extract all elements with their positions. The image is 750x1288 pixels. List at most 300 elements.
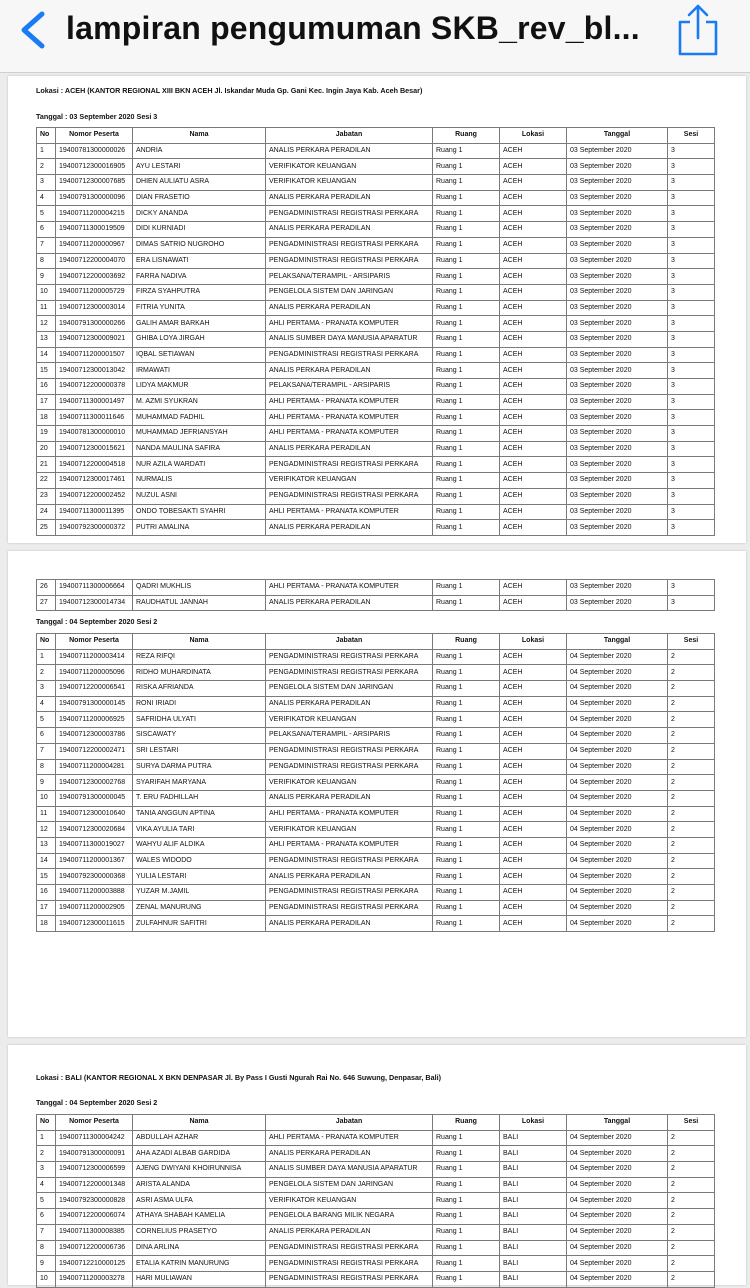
table-cell: ACEH (500, 806, 567, 822)
table-cell: ANALIS PERKARA PERADILAN (266, 595, 433, 611)
table-cell: ACEH (500, 743, 567, 759)
column-header: Nomor Peserta (56, 128, 133, 144)
table-row (37, 853, 715, 869)
table-cell: ACEH (500, 473, 567, 489)
table-cell: ACEH (500, 175, 567, 191)
table-row (37, 316, 715, 332)
table-cell: NURMALIS (133, 473, 266, 489)
table-cell: 3 (668, 520, 715, 536)
table-cell: 04 September 2020 (567, 681, 668, 697)
table-cell: Ruang 1 (433, 759, 500, 775)
table-cell: Ruang 1 (433, 1130, 500, 1146)
table-cell: 19400711200005729 (56, 284, 133, 300)
table-cell: DIAN FRASETIO (133, 190, 266, 206)
table-cell: 2 (668, 775, 715, 791)
table-cell: 14 (37, 347, 56, 363)
table-cell: IRMAWATI (133, 363, 266, 379)
table-cell: GHIBA LOYA JIRGAH (133, 331, 266, 347)
table-cell: ACEH (500, 222, 567, 238)
pdf-page-2[interactable] (8, 551, 746, 1037)
table-cell: TANIA ANGGUN APTINA (133, 806, 266, 822)
table-cell: SAFRIDHA ULYATI (133, 712, 266, 728)
table-row (37, 284, 715, 300)
table-cell: 3 (668, 441, 715, 457)
table-cell: 1 (37, 649, 56, 665)
table-cell: AHLI PERTAMA - PRANATA KOMPUTER (266, 504, 433, 520)
table-cell: Ruang 1 (433, 853, 500, 869)
table-cell: SISCAWATY (133, 728, 266, 744)
table-cell: 2 (668, 1162, 715, 1178)
table-cell: ACEH (500, 316, 567, 332)
table-row (37, 696, 715, 712)
table-cell: 19400712300014734 (56, 595, 133, 611)
table-cell: Ruang 1 (433, 504, 500, 520)
session-heading: Tanggal : 04 September 2020 Sesi 2 (36, 617, 158, 626)
table-cell: 19400712300002768 (56, 775, 133, 791)
pdf-page-1[interactable] (8, 76, 746, 543)
table-cell: 8 (37, 1240, 56, 1256)
table-cell: VERIFIKATOR KEUANGAN (266, 775, 433, 791)
table-cell: 19400711300006664 (56, 580, 133, 596)
table-cell: ACEH (500, 916, 567, 932)
table-cell: 03 September 2020 (567, 379, 668, 395)
table-cell: Ruang 1 (433, 206, 500, 222)
table-cell: PENGELOLA SISTEM DAN JARINGAN (266, 1177, 433, 1193)
table-cell: 3 (668, 457, 715, 473)
table-cell: 19400711200004281 (56, 759, 133, 775)
table-cell: 04 September 2020 (567, 1130, 668, 1146)
table-cell: 19400711300019027 (56, 837, 133, 853)
table-cell: NUR AZILA WARDATI (133, 457, 266, 473)
table-cell: 04 September 2020 (567, 649, 668, 665)
table-cell: MUHAMMAD JEFRIANSYAH (133, 426, 266, 442)
table-cell: 19400791300000266 (56, 316, 133, 332)
table-cell: Ruang 1 (433, 665, 500, 681)
table-cell: Ruang 1 (433, 595, 500, 611)
table-row (37, 379, 715, 395)
table-cell: 3 (37, 1162, 56, 1178)
table-header-row (37, 634, 715, 650)
table-row (37, 1177, 715, 1193)
table-cell: 19400712200002452 (56, 488, 133, 504)
table-cell: 12 (37, 822, 56, 838)
table-cell: 3 (668, 595, 715, 611)
table-cell: 19400712200000378 (56, 379, 133, 395)
table-cell: Ruang 1 (433, 300, 500, 316)
table-cell: 2 (37, 665, 56, 681)
table-cell: Ruang 1 (433, 347, 500, 363)
table-row (37, 1271, 715, 1287)
location-heading: Lokasi : BALI (KANTOR REGIONAL X BKN DENPASAR Jl. By Pass I Gusti Ngurah Rai No. 646 Suwung, Denpasar, Bali) (36, 1073, 441, 1082)
table-cell: QADRI MUKHLIS (133, 580, 266, 596)
column-header: Lokasi (500, 634, 567, 650)
table-cell: 03 September 2020 (567, 159, 668, 175)
table-cell: ACEH (500, 853, 567, 869)
table-cell: PENGADMINISTRASI REGISTRASI PERKARA (266, 457, 433, 473)
table-row (37, 1256, 715, 1272)
table-cell: AHLI PERTAMA - PRANATA KOMPUTER (266, 1130, 433, 1146)
table-cell: Ruang 1 (433, 790, 500, 806)
table-cell: 19400712300003786 (56, 728, 133, 744)
table-cell: 04 September 2020 (567, 696, 668, 712)
chevron-left-icon (14, 8, 54, 52)
table-cell: SYARIFAH MARYANA (133, 775, 266, 791)
table-cell: Ruang 1 (433, 712, 500, 728)
table-cell: ACEH (500, 900, 567, 916)
table-cell: 19400712200002471 (56, 743, 133, 759)
table-cell: 19400712200001348 (56, 1177, 133, 1193)
table-cell: 11 (37, 806, 56, 822)
table-row (37, 520, 715, 536)
table-cell: Ruang 1 (433, 379, 500, 395)
table-cell: 3 (668, 363, 715, 379)
table-cell: PENGADMINISTRASI REGISTRASI PERKARA (266, 649, 433, 665)
table-cell: 04 September 2020 (567, 853, 668, 869)
table-cell: BALI (500, 1224, 567, 1240)
table-cell: Ruang 1 (433, 1146, 500, 1162)
table-cell: ACEH (500, 580, 567, 596)
table-cell: 04 September 2020 (567, 1240, 668, 1256)
table-cell: Ruang 1 (433, 488, 500, 504)
table-cell: ANALIS PERKARA PERADILAN (266, 300, 433, 316)
table-cell: Ruang 1 (433, 222, 500, 238)
table-cell: 04 September 2020 (567, 1177, 668, 1193)
table-cell: Ruang 1 (433, 822, 500, 838)
table-cell: PENGADMINISTRASI REGISTRASI PERKARA (266, 665, 433, 681)
table-cell: 03 September 2020 (567, 441, 668, 457)
table-cell: BALI (500, 1130, 567, 1146)
table-cell: PENGADMINISTRASI REGISTRASI PERKARA (266, 253, 433, 269)
table-cell: GALIH AMAR BARKAH (133, 316, 266, 332)
table-cell: 3 (668, 190, 715, 206)
table-cell: 2 (668, 1209, 715, 1225)
table-cell: 8 (37, 759, 56, 775)
table-cell: 19400712200006736 (56, 1240, 133, 1256)
column-header: Nama (133, 634, 266, 650)
table-row (37, 394, 715, 410)
table-cell: 19400712300015621 (56, 441, 133, 457)
table-cell: ACEH (500, 837, 567, 853)
table-cell: ACEH (500, 363, 567, 379)
table-cell: 2 (668, 1177, 715, 1193)
column-header: Ruang (433, 128, 500, 144)
table-row (37, 504, 715, 520)
table-cell: ACEH (500, 696, 567, 712)
table-cell: DINA ARLINA (133, 1240, 266, 1256)
column-header: Nomor Peserta (56, 634, 133, 650)
table-cell: VERIFIKATOR KEUANGAN (266, 159, 433, 175)
table-cell: 2 (668, 1224, 715, 1240)
table-row (37, 300, 715, 316)
table-cell: 19400712300013042 (56, 363, 133, 379)
table-cell: 2 (668, 869, 715, 885)
table-cell: 03 September 2020 (567, 331, 668, 347)
table-row (37, 190, 715, 206)
back-button[interactable] (14, 8, 54, 52)
table-cell: 15 (37, 869, 56, 885)
table-cell: 3 (668, 410, 715, 426)
document-title: lampiran pengumuman SKB_rev_bl... (66, 10, 640, 46)
table-cell: 2 (668, 759, 715, 775)
table-cell: 3 (668, 394, 715, 410)
table-cell: 3 (668, 347, 715, 363)
table-cell: 3 (668, 316, 715, 332)
table-cell: 2 (668, 649, 715, 665)
table-cell: SRI LESTARI (133, 743, 266, 759)
table-row (37, 900, 715, 916)
table-cell: 7 (37, 237, 56, 253)
table-cell: 2 (668, 916, 715, 932)
table-cell: 03 September 2020 (567, 190, 668, 206)
table-row (37, 222, 715, 238)
table-cell: 2 (668, 1130, 715, 1146)
table-cell: ANALIS PERKARA PERADILAN (266, 869, 433, 885)
share-button[interactable] (672, 2, 724, 58)
table-cell: ACEH (500, 347, 567, 363)
table-cell: 19400781300000010 (56, 426, 133, 442)
table-cell: 2 (668, 712, 715, 728)
table-cell: ARISTA ALANDA (133, 1177, 266, 1193)
table-cell: 3 (668, 206, 715, 222)
table-cell: 03 September 2020 (567, 595, 668, 611)
table-cell: 2 (37, 1146, 56, 1162)
table-cell: 13 (37, 331, 56, 347)
table-cell: 13 (37, 837, 56, 853)
table-header-row (37, 1115, 715, 1131)
table-cell: 19400712300011615 (56, 916, 133, 932)
table-cell: ETALIA KATRIN MANURUNG (133, 1256, 266, 1272)
table-cell: ANALIS PERKARA PERADILAN (266, 222, 433, 238)
table-cell: ACEH (500, 190, 567, 206)
table-cell: Ruang 1 (433, 728, 500, 744)
table-cell: 17 (37, 394, 56, 410)
table-cell: 23 (37, 488, 56, 504)
top-navigation-bar (0, 0, 750, 73)
table-cell: 03 September 2020 (567, 363, 668, 379)
table-cell: 19400711300019509 (56, 222, 133, 238)
table-cell: VERIFIKATOR KEUANGAN (266, 473, 433, 489)
table-cell: 19400712200004518 (56, 457, 133, 473)
table-cell: 3 (668, 237, 715, 253)
column-header: Nama (133, 1115, 266, 1131)
table-cell: 2 (668, 1271, 715, 1287)
participant-table (36, 127, 715, 536)
pdf-page-3[interactable] (8, 1045, 746, 1285)
table-row (37, 743, 715, 759)
table-cell: ANDRIA (133, 143, 266, 159)
table-cell: ACEH (500, 595, 567, 611)
column-header: Tanggal (567, 634, 668, 650)
table-cell: 2 (668, 743, 715, 759)
table-cell: 10 (37, 284, 56, 300)
table-cell: BALI (500, 1162, 567, 1178)
table-cell: 04 September 2020 (567, 900, 668, 916)
table-row (37, 473, 715, 489)
table-cell: Ruang 1 (433, 916, 500, 932)
table-cell: RAUDHATUL JANNAH (133, 595, 266, 611)
table-cell: AHLI PERTAMA - PRANATA KOMPUTER (266, 410, 433, 426)
table-cell: 4 (37, 696, 56, 712)
table-cell: AYU LESTARI (133, 159, 266, 175)
table-cell: 03 September 2020 (567, 206, 668, 222)
table-row (37, 1224, 715, 1240)
table-cell: WALES WIDODO (133, 853, 266, 869)
table-cell: ABDULLAH AZHAR (133, 1130, 266, 1146)
table-cell: 5 (37, 206, 56, 222)
table-cell: 3 (668, 331, 715, 347)
table-cell: 04 September 2020 (567, 728, 668, 744)
table-cell: 14 (37, 853, 56, 869)
table-row (37, 1209, 715, 1225)
table-cell: 03 September 2020 (567, 347, 668, 363)
table-cell: Ruang 1 (433, 1256, 500, 1272)
table-cell: ACEH (500, 885, 567, 901)
table-cell: 19400792300000828 (56, 1193, 133, 1209)
table-cell: 19400781300000026 (56, 143, 133, 159)
table-cell: ANALIS PERKARA PERADILAN (266, 1146, 433, 1162)
table-cell: BALI (500, 1209, 567, 1225)
table-cell: PELAKSANA/TERAMPIL - ARSIPARIS (266, 379, 433, 395)
table-cell: 19400711300004242 (56, 1130, 133, 1146)
table-cell: 19400791300000096 (56, 190, 133, 206)
column-header: No (37, 634, 56, 650)
table-cell: ACEH (500, 488, 567, 504)
table-cell: 1 (37, 1130, 56, 1146)
table-cell: 19400712200006541 (56, 681, 133, 697)
table-cell: 19400712300003014 (56, 300, 133, 316)
table-cell: 04 September 2020 (567, 1209, 668, 1225)
table-cell: 10 (37, 1271, 56, 1287)
table-cell: ACEH (500, 665, 567, 681)
table-cell: 16 (37, 379, 56, 395)
table-cell: ANALIS PERKARA PERADILAN (266, 190, 433, 206)
table-row (37, 1162, 715, 1178)
table-cell: 03 September 2020 (567, 300, 668, 316)
table-cell: Ruang 1 (433, 363, 500, 379)
location-heading: Lokasi : ACEH (KANTOR REGIONAL XIII BKN ACEH Jl. Iskandar Muda Gp. Gani Kec. Ingin Jaya Kab. Aceh Besar) (36, 86, 423, 95)
table-cell: VERIFIKATOR KEUANGAN (266, 1193, 433, 1209)
table-row (37, 410, 715, 426)
column-header: Jabatan (266, 634, 433, 650)
table-cell: RIDHO MUHARDINATA (133, 665, 266, 681)
table-cell: M. AZMI SYUKRAN (133, 394, 266, 410)
table-cell: ACEH (500, 253, 567, 269)
table-cell: PENGADMINISTRASI REGISTRASI PERKARA (266, 759, 433, 775)
table-cell: 25 (37, 520, 56, 536)
table-row (37, 347, 715, 363)
table-cell: 3 (668, 300, 715, 316)
table-cell: Ruang 1 (433, 649, 500, 665)
table-cell: BALI (500, 1146, 567, 1162)
table-cell: ACEH (500, 759, 567, 775)
table-cell: 19400711200003278 (56, 1271, 133, 1287)
table-cell: PELAKSANA/TERAMPIL - ARSIPARIS (266, 269, 433, 285)
table-cell: 03 September 2020 (567, 316, 668, 332)
table-cell: 3 (668, 488, 715, 504)
table-cell: Ruang 1 (433, 175, 500, 191)
table-cell: ACEH (500, 869, 567, 885)
table-row (37, 175, 715, 191)
table-cell: BALI (500, 1256, 567, 1272)
table-cell: 19400711200003414 (56, 649, 133, 665)
table-cell: ANALIS PERKARA PERADILAN (266, 441, 433, 457)
table-cell: Ruang 1 (433, 1224, 500, 1240)
table-cell: BALI (500, 1193, 567, 1209)
table-cell: Ruang 1 (433, 253, 500, 269)
table-cell: FITRIA YUNITA (133, 300, 266, 316)
table-cell: 03 September 2020 (567, 426, 668, 442)
table-cell: Ruang 1 (433, 441, 500, 457)
table-cell: 04 September 2020 (567, 712, 668, 728)
table-cell: 2 (668, 853, 715, 869)
table-row (37, 580, 715, 596)
table-row (37, 159, 715, 175)
table-cell: VERIFIKATOR KEUANGAN (266, 175, 433, 191)
table-cell: 19400711200003888 (56, 885, 133, 901)
table-cell: 19400712300010640 (56, 806, 133, 822)
table-cell: 04 September 2020 (567, 665, 668, 681)
table-cell: Ruang 1 (433, 426, 500, 442)
table-cell: ACEH (500, 681, 567, 697)
table-row (37, 916, 715, 932)
table-cell: ACEH (500, 237, 567, 253)
table-row (37, 712, 715, 728)
column-header: Lokasi (500, 128, 567, 144)
table-cell: 19400712300020684 (56, 822, 133, 838)
table-cell: PENGADMINISTRASI REGISTRASI PERKARA (266, 347, 433, 363)
table-cell: NUZUL ASNI (133, 488, 266, 504)
table-cell: ACEH (500, 394, 567, 410)
table-cell: 04 September 2020 (567, 837, 668, 853)
table-cell: ANALIS PERKARA PERADILAN (266, 1224, 433, 1240)
table-cell: FIRZA SYAHPUTRA (133, 284, 266, 300)
table-cell: 16 (37, 885, 56, 901)
table-cell: 03 September 2020 (567, 410, 668, 426)
table-cell: Ruang 1 (433, 520, 500, 536)
table-cell: 9 (37, 269, 56, 285)
table-cell: 2 (668, 822, 715, 838)
table-cell: Ruang 1 (433, 681, 500, 697)
table-cell: 3 (668, 504, 715, 520)
table-cell: ANALIS SUMBER DAYA MANUSIA APARATUR (266, 1162, 433, 1178)
table-cell: 6 (37, 1209, 56, 1225)
table-cell: 04 September 2020 (567, 743, 668, 759)
table-cell: BALI (500, 1271, 567, 1287)
table-cell: PENGADMINISTRASI REGISTRASI PERKARA (266, 743, 433, 759)
table-cell: 19400711300011646 (56, 410, 133, 426)
table-cell: 2 (668, 1193, 715, 1209)
table-cell: 2 (668, 806, 715, 822)
table-cell: BALI (500, 1177, 567, 1193)
table-cell: 3 (668, 175, 715, 191)
table-cell: 04 September 2020 (567, 775, 668, 791)
column-header: Tanggal (567, 1115, 668, 1131)
table-cell: 04 September 2020 (567, 869, 668, 885)
table-cell: 19400712300009021 (56, 331, 133, 347)
table-cell: 19400712200004070 (56, 253, 133, 269)
table-cell: 19400712300006599 (56, 1162, 133, 1178)
table-cell: 3 (668, 253, 715, 269)
column-header: Jabatan (266, 1115, 433, 1131)
table-cell: 03 September 2020 (567, 253, 668, 269)
column-header: Ruang (433, 634, 500, 650)
table-cell: Ruang 1 (433, 237, 500, 253)
column-header: No (37, 1115, 56, 1131)
table-row (37, 759, 715, 775)
table-row (37, 837, 715, 853)
table-cell: 19400791300000091 (56, 1146, 133, 1162)
table-cell: 03 September 2020 (567, 222, 668, 238)
